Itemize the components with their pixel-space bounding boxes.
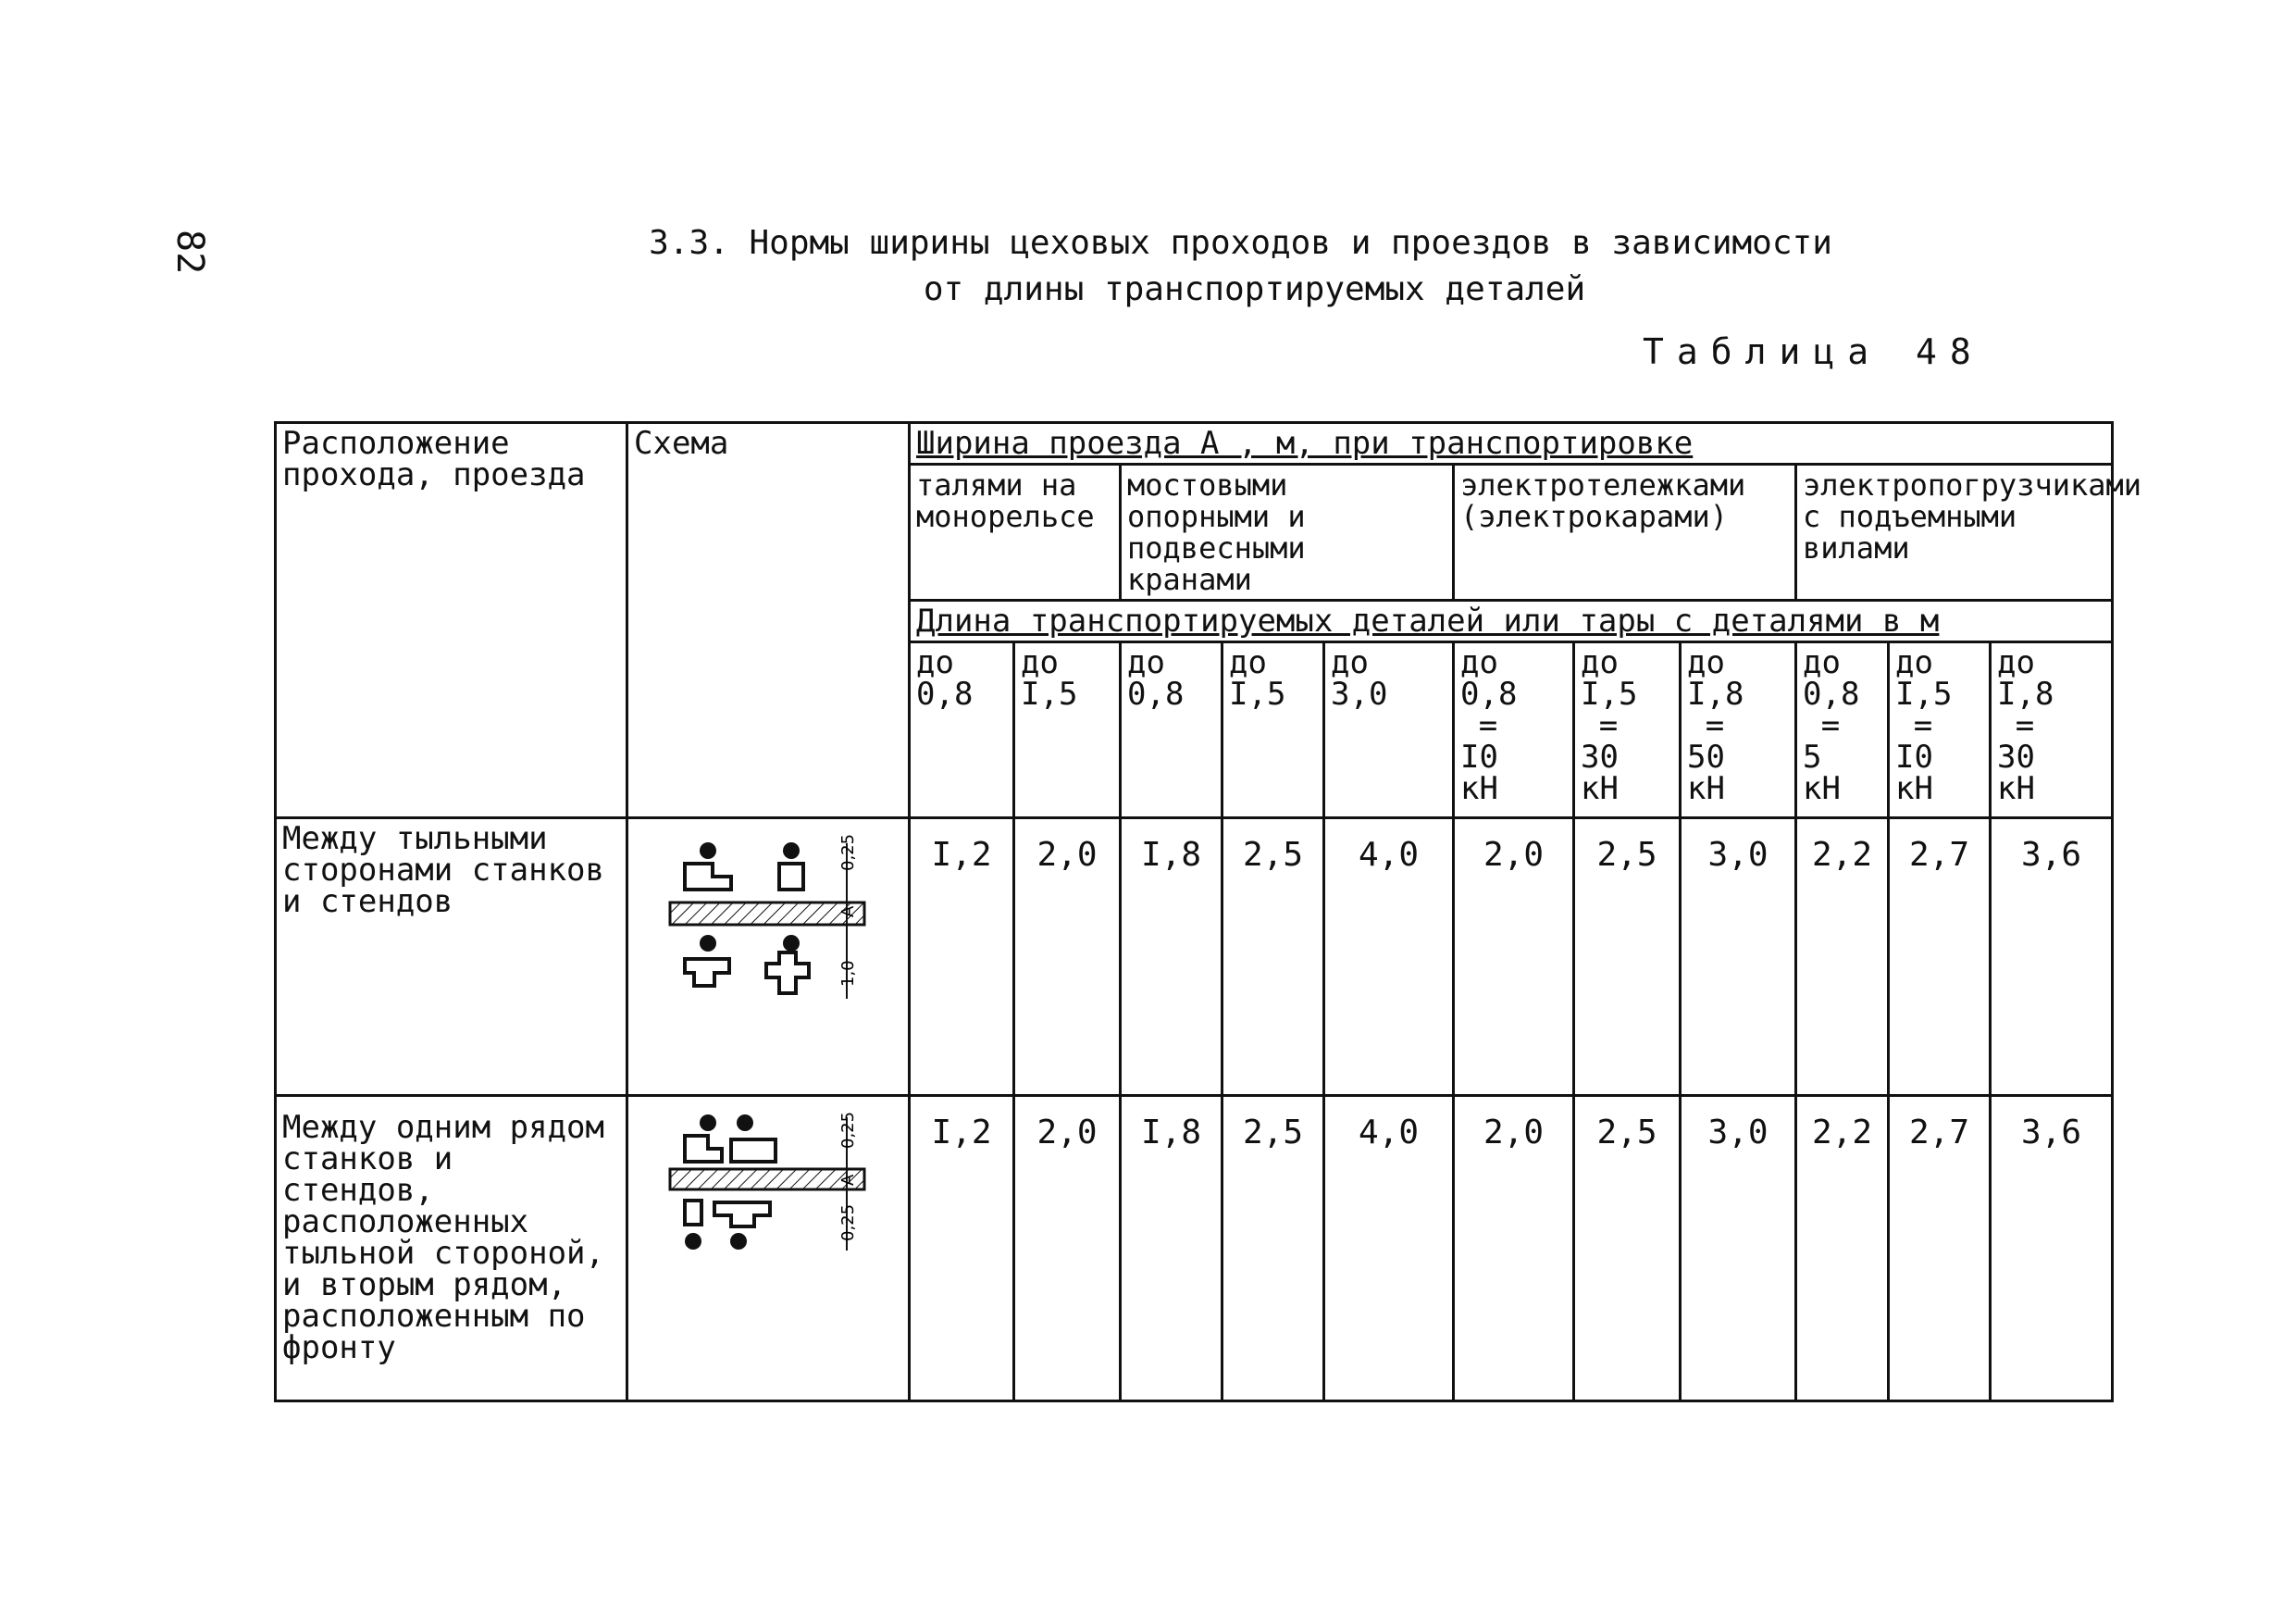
value-cell: 2,5 bbox=[1222, 818, 1324, 1096]
header-location: Расположение прохода, проезда bbox=[276, 423, 627, 818]
length-value: 0,8 bbox=[916, 676, 974, 713]
value-cell: 4,0 bbox=[1324, 818, 1454, 1096]
length-load: 5 кН bbox=[1803, 739, 1841, 807]
value-cell: 2,0 bbox=[1014, 1096, 1121, 1401]
header-transport-electrocars: электротележками (электрокарами) bbox=[1454, 465, 1796, 601]
length-header-cell bbox=[1889, 642, 1991, 818]
value-cell: 2,5 bbox=[1222, 1096, 1324, 1401]
value-cell: 2,0 bbox=[1454, 1096, 1574, 1401]
value-cell: I,8 bbox=[1121, 818, 1222, 1096]
value-cell: 2,2 bbox=[1796, 818, 1889, 1096]
value-cell: 3,6 bbox=[1991, 818, 2113, 1096]
value-cell: 3,0 bbox=[1681, 818, 1796, 1096]
page-number: 82 bbox=[168, 230, 211, 275]
length-eq: = bbox=[1478, 707, 1498, 744]
length-value: I,5 bbox=[1895, 676, 1953, 713]
scheme-dim-bottom: 1,0 bbox=[838, 960, 858, 987]
scheme-dim-top: 0,25 bbox=[838, 1112, 858, 1149]
length-header-cell bbox=[1454, 642, 1574, 818]
length-eq: = bbox=[1820, 707, 1841, 744]
value-cell: 2,5 bbox=[1574, 818, 1681, 1096]
length-eq: = bbox=[1705, 707, 1725, 744]
length-do: до bbox=[1687, 644, 1725, 681]
length-load: 50 кН bbox=[1687, 739, 1725, 807]
length-header-cell bbox=[1014, 642, 1121, 818]
length-value: I,5 bbox=[1021, 676, 1078, 713]
value-cell: 2,0 bbox=[1454, 818, 1574, 1096]
length-do: до bbox=[1581, 644, 1619, 681]
value-cell: I,2 bbox=[910, 818, 1014, 1096]
value-cell: 3,0 bbox=[1681, 1096, 1796, 1401]
header-width-group: Ширина проезда А , м, при транспортировке bbox=[910, 423, 2113, 465]
length-do: до bbox=[1803, 644, 1841, 681]
header-transport-hoists: талями на монорельсе bbox=[910, 465, 1121, 601]
header-scheme: Схема bbox=[627, 423, 910, 818]
length-load: 30 кН bbox=[1997, 739, 2035, 807]
value-cell: 2,0 bbox=[1014, 818, 1121, 1096]
value-cell: 3,6 bbox=[1991, 1096, 2113, 1401]
length-do: до bbox=[916, 644, 954, 681]
length-value: I,8 bbox=[1997, 676, 2054, 713]
row-location: Между тыльными сторонами станков и стендов bbox=[276, 818, 627, 1096]
value-cell: 4,0 bbox=[1324, 1096, 1454, 1401]
value-cell: 2,5 bbox=[1574, 1096, 1681, 1401]
length-header-cell bbox=[1991, 642, 2113, 818]
length-eq: = bbox=[1598, 707, 1619, 744]
length-do: до bbox=[1021, 644, 1059, 681]
row-location: Между одним рядом станков и стендов, расположенных тыльной стороной, и вторым рядом, расположенным по фронту bbox=[276, 1096, 627, 1401]
header-length-group: Длина транспортируемых деталей или тары с деталями в м bbox=[910, 601, 2113, 642]
length-eq: = bbox=[2015, 707, 2035, 744]
length-header-cell bbox=[1796, 642, 1889, 818]
value-cell: 2,2 bbox=[1796, 1096, 1889, 1401]
length-eq: = bbox=[1913, 707, 1933, 744]
title-line-2: от длины транспортируемых деталей bbox=[923, 270, 1586, 308]
value-cell: 2,7 bbox=[1889, 818, 1991, 1096]
table-label: Таблица 48 bbox=[1643, 331, 1984, 372]
page-title bbox=[0, 220, 2296, 313]
length-load: I0 кН bbox=[1895, 739, 1933, 807]
length-do: до bbox=[1460, 644, 1498, 681]
length-do: до bbox=[1895, 644, 1933, 681]
value-cell: 2,7 bbox=[1889, 1096, 1991, 1401]
value-cell: I,2 bbox=[910, 1096, 1014, 1401]
scheme-dim-a: A bbox=[838, 1174, 858, 1186]
norms-table bbox=[274, 421, 2142, 1402]
length-value: I,5 bbox=[1229, 676, 1286, 713]
aisle-scheme-diagram bbox=[657, 1112, 879, 1269]
title-line-1: 3.3. Нормы ширины цеховых проходов и проездов в зависимости bbox=[649, 224, 1832, 262]
length-header-cell bbox=[1324, 642, 1454, 818]
length-header-cell bbox=[1222, 642, 1324, 818]
scheme-dim-a: A bbox=[838, 905, 858, 917]
length-value: I,5 bbox=[1581, 676, 1638, 713]
scheme-dim-top: 0,25 bbox=[838, 834, 858, 871]
length-do: до bbox=[1997, 644, 2035, 681]
length-do: до bbox=[1127, 644, 1165, 681]
length-value: 3,0 bbox=[1331, 676, 1388, 713]
length-value: 0,8 bbox=[1460, 676, 1518, 713]
scheme-dim-bottom: 0,25 bbox=[838, 1203, 858, 1241]
length-header-cell bbox=[1121, 642, 1222, 818]
length-header-cell bbox=[910, 642, 1014, 818]
value-cell: I,8 bbox=[1121, 1096, 1222, 1401]
length-load: I0 кН bbox=[1460, 739, 1498, 807]
row-scheme bbox=[627, 818, 910, 1096]
aisle-scheme-diagram bbox=[657, 834, 879, 1019]
length-value: 0,8 bbox=[1127, 676, 1185, 713]
length-value: I,8 bbox=[1687, 676, 1744, 713]
length-header-cell bbox=[1574, 642, 1681, 818]
length-do: до bbox=[1331, 644, 1369, 681]
length-header-cell bbox=[1681, 642, 1796, 818]
length-do: до bbox=[1229, 644, 1267, 681]
length-load: 30 кН bbox=[1581, 739, 1619, 807]
header-transport-forklifts: электропогрузчиками с подъемными вилами bbox=[1796, 465, 2113, 601]
header-transport-cranes: мостовыми опорными и подвесными кранами bbox=[1121, 465, 1454, 601]
row-scheme bbox=[627, 1096, 910, 1401]
length-value: 0,8 bbox=[1803, 676, 1860, 713]
